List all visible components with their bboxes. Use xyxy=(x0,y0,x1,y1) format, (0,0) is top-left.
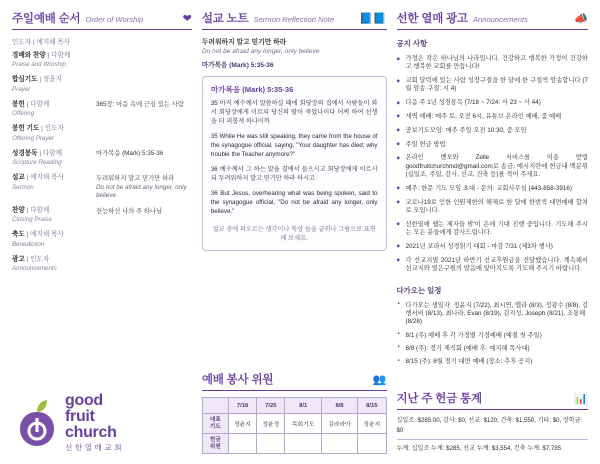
item-role: | 예지해 목사 xyxy=(26,174,64,182)
item-title-en: Announcements xyxy=(12,265,57,273)
order-of-worship-column xyxy=(12,10,192,454)
scripture-card-title: 마가복음 (Mark) 5:35-36 xyxy=(210,85,294,94)
logo-line-4: 선 한 열 매 교 회 xyxy=(65,443,122,453)
section-title-en: Order of Worship xyxy=(85,15,144,24)
column-header: 8/1 xyxy=(285,398,321,414)
table-cell xyxy=(321,434,357,454)
item-detail xyxy=(96,52,192,53)
item-role: | 정윤지 xyxy=(39,76,62,84)
list-item xyxy=(12,76,192,93)
item-title-ko: 찬양 xyxy=(12,207,25,214)
item-title-en: Closing Praise xyxy=(12,216,52,224)
item-role: | 다함께 xyxy=(47,52,71,59)
logo-wordmark xyxy=(65,393,122,452)
item-detail xyxy=(96,125,192,126)
table-cell xyxy=(257,434,285,454)
book-icon: 📘📘 xyxy=(359,13,387,25)
verse-text: 36 But Jesus, overhearing what was being spoken, said to the synagogue official, "Do not be afraid any longer, only believe." xyxy=(210,189,378,215)
item-detail xyxy=(96,231,192,232)
item-title-ko: 성경봉독 xyxy=(12,149,38,157)
list-item: ◆ 선한열매 웹는 제자들 밖'이 온에 기대 진행 중입니다. 기도해 주시는 모든 분들에게 감사드립니다. xyxy=(397,221,588,238)
offering-total: 누계: 십일조 누계: $285, 선교 누계: $3,554, 건축 누계: $7,785 xyxy=(397,439,588,454)
item-title-ko: 설교 xyxy=(12,174,25,182)
logo-line-1: good xyxy=(65,392,103,410)
section-title-ko: 지난 주 헌금 통계 xyxy=(396,392,482,405)
table-cell xyxy=(285,434,321,454)
logo-line-3: church xyxy=(65,424,117,442)
row-label: 대표 기도 xyxy=(202,414,228,434)
item-role: | 다함께 xyxy=(39,149,62,157)
duty-table xyxy=(202,397,387,454)
table-cell xyxy=(228,434,256,454)
table-cell: 목회기도 xyxy=(285,414,321,434)
sermon-title-ko: 두려워하지 말고 믿기만 하라 xyxy=(201,39,287,46)
table-cell: 정윤지 xyxy=(358,414,386,434)
list-item: ▪ 8/1 (주) 예배 후 각 가정별 기정예배 (예절 첫 주일) xyxy=(397,332,588,340)
table-row xyxy=(202,434,386,454)
item-title-ko: 경배와 찬양 xyxy=(12,52,46,59)
notice-title: 공지 사항 xyxy=(396,39,428,48)
list-item xyxy=(12,231,192,248)
scripture-reference: 마가복음 (Mark) 5:35-36 xyxy=(201,62,274,69)
corner-cell xyxy=(202,398,228,414)
scripture-card xyxy=(202,76,387,251)
announcements-header xyxy=(397,10,588,30)
item-title-en: Prayer xyxy=(12,85,31,93)
list-item xyxy=(12,207,192,224)
item-title-ko: 봉헌 xyxy=(12,100,25,108)
heart-icon: ❤ xyxy=(182,13,192,25)
chart-icon: 📊 xyxy=(574,392,588,405)
list-item: ◆ 온라인 벤모와 Zelle 서비스를 이용 받법 goodfruitchurchmd@gmail.com로 송금. 메시지란에 헌금내 백분위 (십일조, 주일, 감사, 선교, 건축 등)를 적어 주세요. xyxy=(397,154,588,179)
column-header: 8/15 xyxy=(358,398,386,414)
section-title-ko: 주일예배 순서 xyxy=(12,13,81,25)
list-item: ◆ 새벽 예배: 매주 토, 오전 6시, 유튜브 온라인 예배, 줌 예배 xyxy=(397,113,588,121)
item-role: | 다함께 xyxy=(26,100,50,108)
list-item xyxy=(12,150,192,167)
table-header-row xyxy=(202,398,386,414)
item-detail-en: Do not be afraid any longer, only believe xyxy=(96,183,187,199)
table-cell: 정윤정 xyxy=(257,414,285,434)
megaphone-icon: 📣 xyxy=(574,13,588,25)
table-cell xyxy=(358,434,386,454)
duty-header xyxy=(202,371,387,391)
item-title-ko: 광고 xyxy=(12,255,25,263)
list-item: ▪ 8/15 (주): 8월 정기 대면 예배 (장소: 추후 공지) xyxy=(397,358,588,366)
verse-text: 35 아직 예수께서 말씀하실 때에 회당장의 집에서 사람들이 와서 회당장에게 이르되 당신의 딸이 죽었나이다 어찌 하여 선생을 더 괴롭게 하나이까 xyxy=(210,100,378,125)
order-of-worship-header xyxy=(12,10,192,30)
list-item xyxy=(12,174,192,199)
notice-list xyxy=(397,55,588,279)
offering-stats-header xyxy=(397,390,588,410)
list-item: ◆ 교회 달력에 있는 사람 성장구절을 한 달에 한 구절씩 암송합니다 (7월 암송 구절: 시 4) xyxy=(397,77,588,94)
order-of-worship-list xyxy=(12,52,192,280)
item-role: | 예지해 목사 xyxy=(26,231,64,239)
column-header: 8/8 xyxy=(321,398,357,414)
sermon-note-header xyxy=(202,10,387,30)
list-item: ◆ 중보기도모임: 매주 주일 오전 10:30, 줌 모임 xyxy=(397,127,588,135)
list-item: ▪ 다가오는 생일자: 정윤지 (7/22), 최시연, 엘라 (8/3), 정광수 (8/8), 김행서비 (8/13), 최나라, Evan (8/19), 김지성, Joseph (8/21), 조통해 (8/28) xyxy=(397,302,588,327)
verse-text: 36 예수께서 그 하는 말을 곁에서 들으시고 회당장에게 이르시되 두려워하지 말고 믿기만 하라 하시고 xyxy=(210,165,378,182)
item-detail: 마가복음 (Mark) 5:35-36 xyxy=(96,150,164,158)
item-title-en: Benediction xyxy=(12,240,45,248)
worship-leader: 인도자 | 예지해 목사 xyxy=(12,39,71,46)
list-item xyxy=(12,52,192,69)
item-title-ko: 축도 xyxy=(12,231,25,239)
item-detail: 365장: 마음 속에 근심 있는 사람 xyxy=(96,101,184,109)
item-detail xyxy=(96,256,192,257)
offering-line: 십일조: $285.00, 감사: $0, 선교: $120, 건축: $1,550, 기타: $0, 장학금: $0 xyxy=(396,416,583,434)
offering-stats xyxy=(397,416,588,454)
list-item xyxy=(12,101,192,118)
table-cell: 정윤지 xyxy=(228,414,256,434)
item-title-en: Scripture Reading xyxy=(12,159,62,167)
note-instruction: 설교 중에 피오르는 생각이나 묵상 들을 글귀나 그림으로 표현해 보세요. xyxy=(212,225,376,242)
item-title-en: Praise and Worship xyxy=(12,61,66,69)
section-title-ko: 선한 열매 광고 xyxy=(396,13,468,25)
people-icon: 👥 xyxy=(372,374,387,387)
list-item xyxy=(12,125,192,142)
list-item: ◆ 각 선교지별 2021년 하반기 선교후원금을 전달했습니다. 계속해서 선교지와 열은구원의 발음에 앞아지도록 기도해 주시기 바랍니다. xyxy=(397,257,588,274)
item-detail xyxy=(96,76,192,77)
schedule-list xyxy=(397,302,588,372)
section-title-ko: 예배 봉사 위원 xyxy=(201,374,274,387)
column-header: 7/25 xyxy=(257,398,285,414)
schedule-title: 다가오는 일정 xyxy=(396,285,442,295)
item-title-en: Sermon xyxy=(12,183,34,191)
announcements-column xyxy=(397,10,588,454)
item-role: | 다함께 xyxy=(26,207,50,214)
church-logo xyxy=(12,387,192,454)
list-item: ◆ 예주: 한문 기도 모임 초대 - 문의: 교회사무실 (443-858-3916) xyxy=(397,185,588,193)
item-role: | 인도자 xyxy=(26,255,50,263)
list-item xyxy=(12,256,192,273)
item-title-en: Offering Prayer xyxy=(12,134,54,142)
item-detail: 두려워하지 말고 믿기만 하라 xyxy=(96,174,175,182)
row-label: 헌금 위원 xyxy=(202,434,228,454)
item-title-ko: 봉헌 기도 xyxy=(12,125,40,133)
list-item: ◆ 주일 헌금 방법: xyxy=(397,141,588,149)
logo-line-2: fruit xyxy=(65,408,95,426)
fruit-logo-icon xyxy=(16,399,58,447)
item-detail: 전능하신 나의 주 하나님 xyxy=(96,207,163,215)
item-title-ko: 합심기도 xyxy=(12,76,38,84)
verse-text: 35 While He was still speaking, they came from the house of the synagogue official, saying, "Your daughter has died; why trouble the Teacher anymore?" xyxy=(210,132,378,158)
sermon-title-en: Do not be afraid any longer, only believe xyxy=(201,48,320,55)
list-item: ◆ 다음 주 1년 성경통독 (7/18 ~ 7/24: 사 23 ~ 사 44) xyxy=(397,99,588,107)
section-title-en: Announcements xyxy=(472,15,528,24)
list-item: ◆ 가정은 작은 하나님의 나라입니다. 건강하고 행복한 가정이 건강하고 행복한 교회를 만듭니다! xyxy=(397,55,588,72)
section-title-en: Sermon Reflection Note xyxy=(253,15,335,24)
list-item: ◆ 코로나19로 인한 인원제한의 해제로 한 달에 한번씩 대면예배 합쳐로 모입니다. xyxy=(397,199,588,216)
section-title-ko: 설교 노트 xyxy=(201,13,249,25)
item-role: | 인도자 xyxy=(41,125,64,133)
item-title-en: Offering xyxy=(12,110,35,118)
column-header: 7/18 xyxy=(228,398,256,414)
sermon-note-column xyxy=(202,10,387,454)
table-row xyxy=(202,414,386,434)
list-item: ◆ 2021년 보라서 성경읽기 대회 - 마감 7/31 (제3차 행사) xyxy=(397,243,588,251)
table-cell: 김라라아 xyxy=(321,414,357,434)
list-item: ▪ 8/8 (주): 정기 제직회 (예배 후: 예지해 목사대) xyxy=(397,345,588,353)
